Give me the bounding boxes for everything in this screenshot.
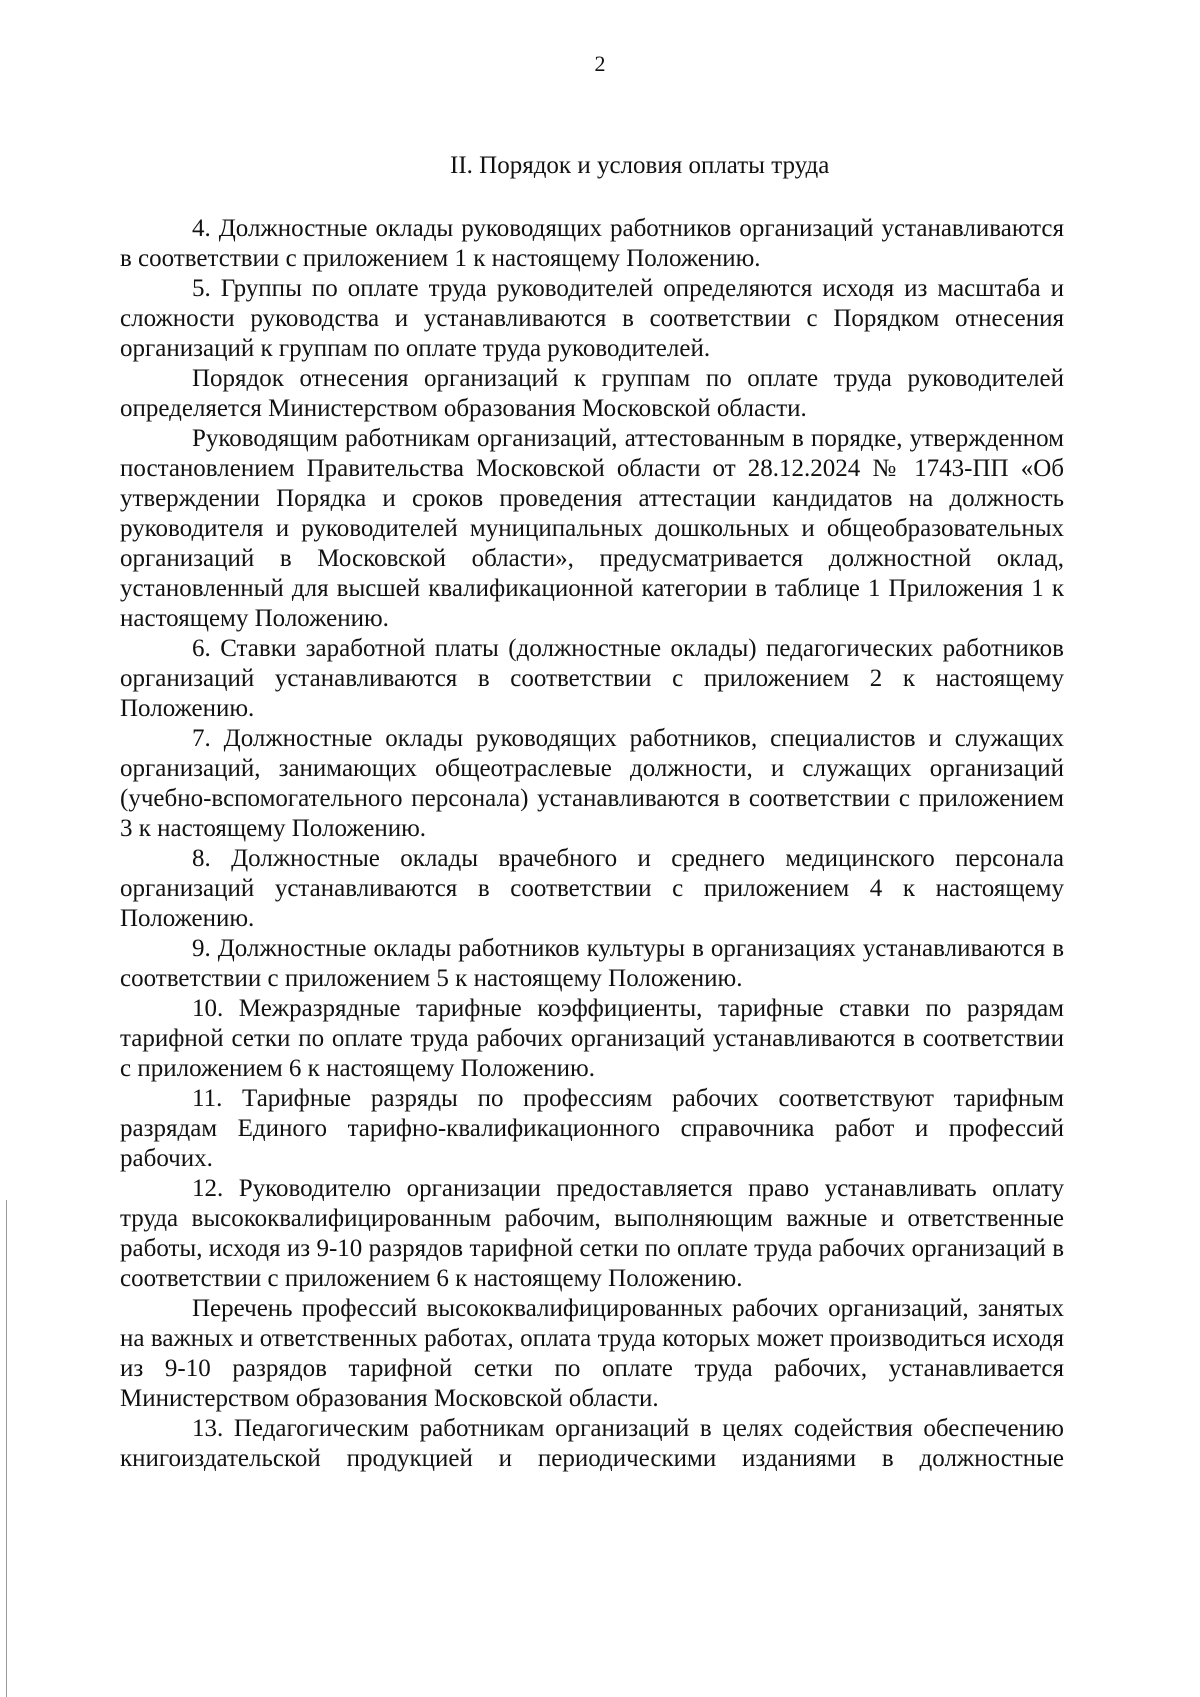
paragraph-13: 13. Педагогическим работникам организаций в целях содействия обеспечению книгоиздательской продукцией и периодическими изданиями в должностные xyxy=(120,1415,1064,1472)
paragraph-11: 11. Тарифные разряды по профессиям рабочих соответствуют тарифным разрядам Единого тарифно-квалификационного справочника работ и профессий рабочих. xyxy=(120,1085,1064,1172)
paragraph-5-attestation: Руководящим работникам организаций, аттестованным в порядке, утвержденном постановлением Правительства Московской области от 28.12.2024 № 1743-ПП «Об утверждении Порядка и сроков проведения аттестации кандидатов на должность руководителя и руководителей муниципальных дошкольных и общеобразовательных организаций в Московской области», предусматривается должностной оклад, установленный для высшей квалификационной категории в таблице 1 Приложения 1 к настоящему Положению. xyxy=(120,425,1064,632)
paragraph-12-list: Перечень профессий высококвалифицированных рабочих организаций, занятых на важных и ответственных работах, оплата труда которых может производиться исходя из 9-10 разрядов тарифной сетки по оплате труда рабочих, устанавливается Министерством образования Московской области. xyxy=(120,1295,1064,1412)
paragraph-8: 8. Должностные оклады врачебного и среднего медицинского персонала организаций устанавливаются в соответствии с приложением 4 к настоящему Положению. xyxy=(120,845,1064,932)
paragraph-9: 9. Должностные оклады работников культуры в организациях устанавливаются в соответствии с приложением 5 к настоящему Положению. xyxy=(120,935,1064,992)
page-number: 2 xyxy=(594,51,606,76)
paragraph-12: 12. Руководителю организации предоставляется право устанавливать оплату труда высококвалифицированным рабочим, выполняющим важные и ответственные работы, исходя из 9-10 разрядов тарифной сетки по оплате труда рабочих организаций в соответствии с приложением 6 к настоящему Положению. xyxy=(120,1175,1064,1292)
section-title: II. Порядок и условия оплаты труда xyxy=(450,152,830,179)
document-body xyxy=(120,214,1064,1474)
scan-edge-line xyxy=(6,1200,7,1697)
paragraph-7: 7. Должностные оклады руководящих работников, специалистов и служащих организаций, занимающих общеотраслевые должности, и служащих организаций (учебно-вспомогательного персонала) устанавливаются в соответствии с приложением 3 к настоящему Положению. xyxy=(120,725,1064,842)
paragraph-5-order: Порядок отнесения организаций к группам по оплате труда руководителей определяется Министерством образования Московской области. xyxy=(120,365,1064,422)
paragraph-4: 4. Должностные оклады руководящих работников организаций устанавливаются в соответствии с приложением 1 к настоящему Положению. xyxy=(120,215,1064,272)
paragraph-5: 5. Группы по оплате труда руководителей определяются исходя из масштаба и сложности руководства и устанавливаются в соответствии с Порядком отнесения организаций к группам по оплате труда руководителей. xyxy=(120,275,1064,362)
paragraph-6: 6. Ставки заработной платы (должностные оклады) педагогических работников организаций устанавливаются в соответствии с приложением 2 к настоящему Положению. xyxy=(120,635,1064,722)
paragraph-10: 10. Межразрядные тарифные коэффициенты, тарифные ставки по разрядам тарифной сетки по оплате труда рабочих организаций устанавливаются в соответствии с приложением 6 к настоящему Положению. xyxy=(120,995,1064,1082)
